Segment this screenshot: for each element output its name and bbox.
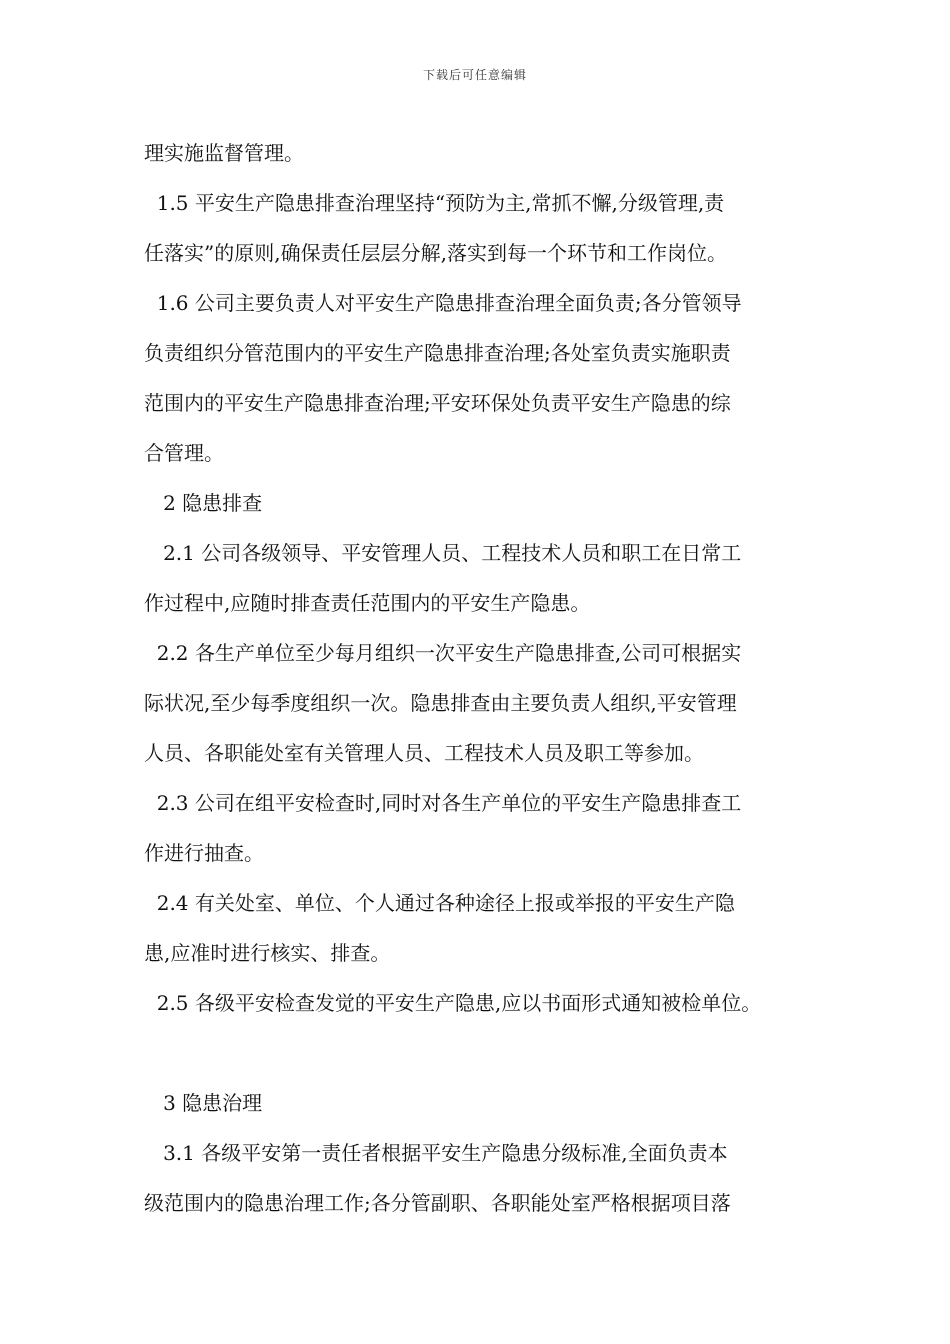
text-line: 2.5 各级平安检查发觉的平安生产隐患,应以书面形式通知被检单位。 [144, 991, 762, 1015]
text-line: 际状况,至少每季度组织一次。隐患排查由主要负责人组织,平安管理 [144, 691, 737, 715]
text-line: 任落实”的原则,确保责任层层分解,落实到每一个环节和工作岗位。 [144, 241, 727, 265]
text-line: 合管理。 [144, 441, 224, 465]
text-line: 2.1 公司各级领导、平安管理人员、工程技术人员和职工在日常工 [144, 541, 742, 565]
text-line: 1.6 公司主要负责人对平安生产隐患排查治理全面负责;各分管领导 [144, 291, 742, 315]
text-line: 人员、各职能处室有关管理人员、工程技术人员及职工等参加。 [144, 741, 704, 765]
text-line: 级范围内的隐患治理工作;各分管副职、各职能处室严格根据项目落 [144, 1191, 731, 1215]
text-line: 理实施监督管理。 [144, 141, 304, 165]
blank-line [144, 1028, 824, 1078]
text-line: 2.2 各生产单位至少每月组织一次平安生产隐患排查,公司可根据实 [144, 641, 742, 665]
document-body [144, 128, 824, 1228]
text-line: 负责组织分管范围内的平安生产隐患排查治理;各处室负责实施职责 [144, 341, 731, 365]
text-line: 2.4 有关处室、单位、个人通过各种途径上报或举报的平安生产隐 [144, 891, 735, 915]
text-line: 范围内的平安生产隐患排查治理;平安环保处负责平安生产隐患的综 [144, 391, 731, 415]
section-heading: 3 隐患治理 [144, 1091, 263, 1115]
section-heading: 2 隐患排查 [144, 491, 263, 515]
text-line: 2.3 公司在组平安检查时,同时对各生产单位的平安生产隐患排查工 [144, 791, 742, 815]
text-line: 3.1 各级平安第一责任者根据平安生产隐患分级标准,全面负责本 [144, 1141, 728, 1165]
text-line: 作进行抽查。 [144, 841, 264, 865]
page-header: 下载后可任意编辑 [422, 68, 527, 82]
text-line: 作过程中,应随时排查责任范围内的平安生产隐患。 [144, 591, 591, 615]
text-line: 患,应准时进行核实、排查。 [144, 941, 391, 965]
text-line: 1.5 平安生产隐患排查治理坚持“预防为主,常抓不懈,分级管理,责 [144, 191, 725, 215]
